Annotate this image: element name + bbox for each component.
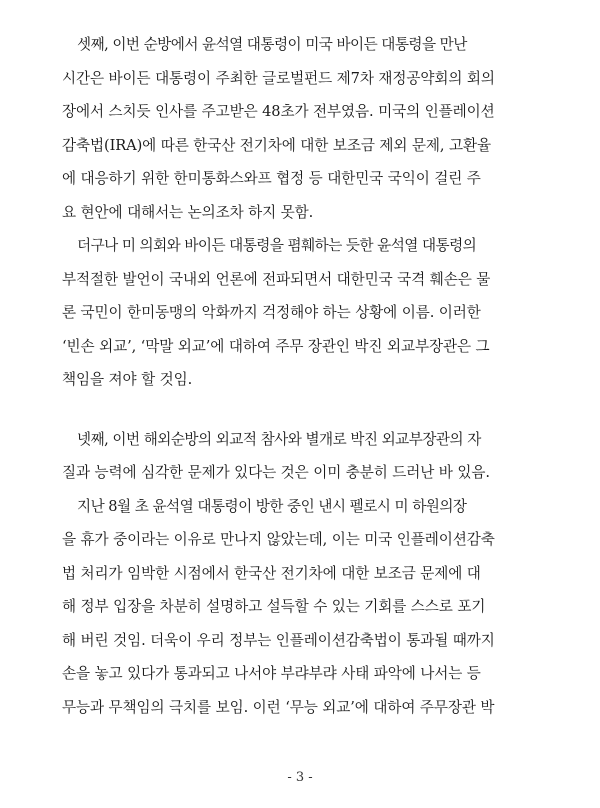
document-body xyxy=(62,28,546,724)
text-line: 감축법(IRA)에 따른 한국산 전기차에 대한 보조금 제외 문제, 고환율 xyxy=(62,136,491,154)
text-line: 넷째, 이번 해외순방의 외교적 참사와 별개로 박진 외교부장관의 자 xyxy=(77,430,481,448)
text-line: ‘빈손 외교’, ‘막말 외교’에 대하여 주무 장관인 박진 외교부장관은 그 xyxy=(62,337,490,355)
text-line: 해 버린 것임. 더욱이 우리 정부는 인플레이션감축법이 통과될 때까지 xyxy=(62,631,495,649)
text-line: 더구나 미 의회와 바이든 대통령을 폄훼하는 듯한 윤석열 대통령의 xyxy=(77,237,477,254)
text-line: 법 처리가 임박한 시점에서 한국산 전기차에 대한 보조금 문제에 대 xyxy=(62,564,481,582)
page-number: - 3 - xyxy=(287,770,313,785)
text-line: 지난 8월 초 윤석열 대통령이 방한 중인 낸시 펠로시 미 하원의장 xyxy=(77,497,467,515)
text-line: 부적절한 발언이 국내외 언론에 전파되면서 대한민국 국격 훼손은 물 xyxy=(62,270,491,288)
text-line: 무능과 무책임의 극치를 보임. 이런 ‘무능 외교’에 대하여 주무장관 박 xyxy=(62,698,495,716)
text-line: 손을 놓고 있다가 통과되고 나서야 부랴부랴 사태 파악에 나서는 등 xyxy=(62,665,481,682)
text-line: 책임을 져야 할 것임. xyxy=(62,371,193,388)
text-line: 론 국민이 한미동맹의 악화까지 걱정해야 하는 상황에 이름. 이러한 xyxy=(62,304,481,321)
paragraph-third-point xyxy=(62,28,546,229)
paragraph-pelosi-visit xyxy=(62,490,546,725)
text-line: 해 정부 입장을 차분히 설명하고 설득할 수 있는 기회를 스스로 포기 xyxy=(62,598,486,615)
text-line: 장에서 스치듯 인사를 주고받은 48초가 전부였음. 미국의 인플레이션 xyxy=(62,103,495,120)
text-line: 을 휴가 중이라는 이유로 만나지 않았는데, 이는 미국 인플레이션감축 xyxy=(62,531,495,548)
paragraph-fourth-point xyxy=(62,423,546,490)
text-line: 질과 능력에 심각한 문제가 있다는 것은 이미 충분히 드러난 바 있음. xyxy=(62,464,490,481)
text-line: 시간은 바이든 대통령이 주최한 글로벌펀드 제7차 재정공약회의 회의 xyxy=(62,69,495,87)
paragraph-diplomatic-remarks xyxy=(62,229,546,397)
text-line: 에 대응하기 위한 한미통화스와프 협정 등 대한민국 국익이 걸린 주 xyxy=(62,170,481,187)
text-line: 요 현안에 대해서는 논의조차 하지 못함. xyxy=(62,203,314,221)
text-line: 셋째, 이번 순방에서 윤석열 대통령이 미국 바이든 대통령을 만난 xyxy=(77,36,467,53)
